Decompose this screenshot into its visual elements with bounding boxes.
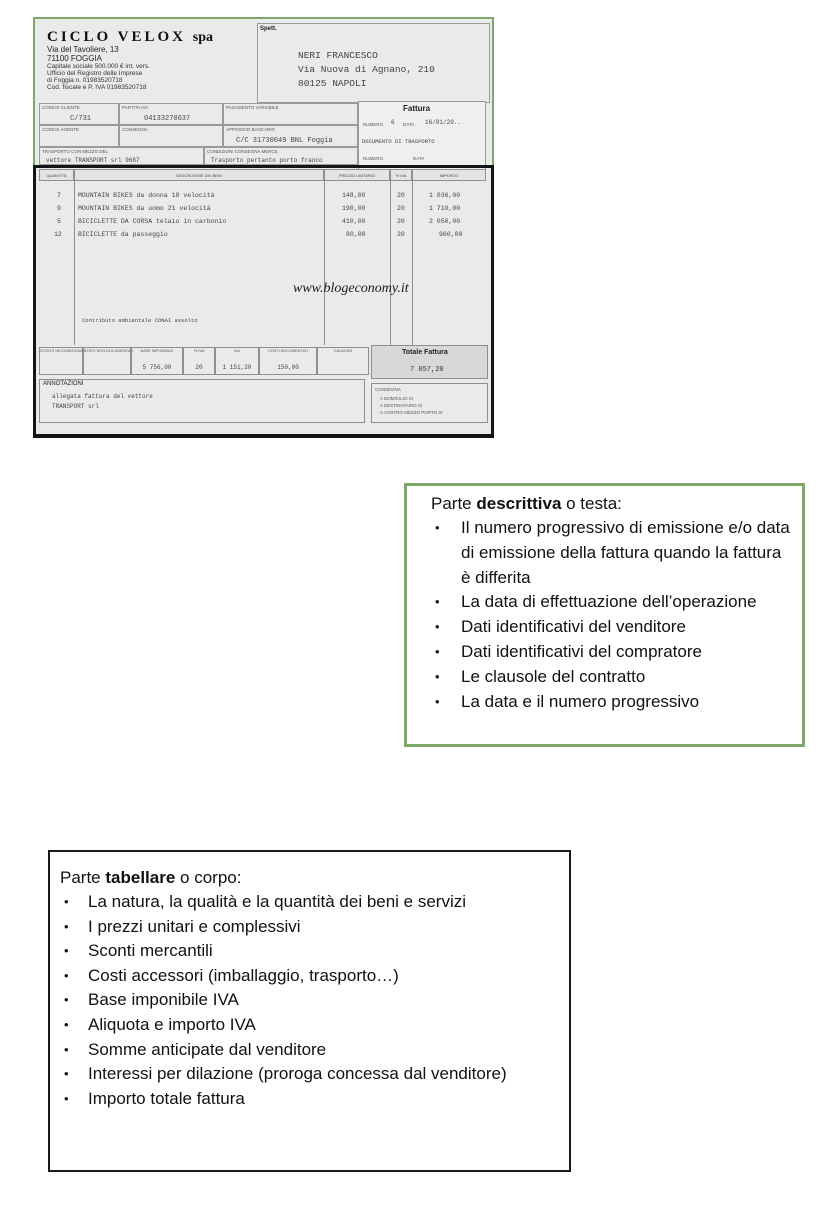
totale-fattura-value: 7 057,20 xyxy=(410,366,444,374)
field-consegna: CONSEGNA xyxy=(119,125,223,147)
consegna-box: CONSEGNA A DOMICILIO SI A DESTINATARIO SI A VOSTRO MEZZO PORTO SI xyxy=(371,383,488,423)
list-item: • Base imponibile IVA xyxy=(60,988,559,1013)
field-codice-agente: CODICE AGENTE xyxy=(39,125,119,147)
descrittiva-list xyxy=(431,516,792,714)
tabellare-list xyxy=(60,890,559,1111)
table-header: DESCRIZIONE DEI BENI xyxy=(74,169,324,181)
watermark: www.blogeconomy.it xyxy=(293,281,409,296)
recipient-label: Spett. xyxy=(260,26,277,32)
list-item: • Dati identificativi del venditore xyxy=(431,615,792,640)
totals-cell: % IVA 20 xyxy=(183,347,215,375)
company-info: di Foggia n. 01983520718 xyxy=(47,77,123,84)
recipient-name: NERI FRANCESCO xyxy=(298,50,378,61)
recipient-street: Via Nuova di Agnano, 210 xyxy=(298,64,435,75)
table-header: PREZZO UNITARIO xyxy=(324,169,390,181)
recipient-city: 80125 NAPOLI xyxy=(298,78,367,89)
list-item: • La data e il numero progressivo xyxy=(431,690,792,715)
company-info: Ufficio del Registro delle Imprese xyxy=(47,70,143,77)
totals-cell: COSTI NON DOCUMENTATI xyxy=(83,347,131,375)
table-row: 9 MOUNTAIN BIKES da uomo 21 velocità 190,00 20 1 710,00 xyxy=(57,205,461,212)
totals-cell: SCONTI INCONDIZIONATI xyxy=(39,347,83,375)
company-block xyxy=(47,29,252,91)
totale-fattura-box xyxy=(371,345,488,379)
fattura-box: Fattura NUMERO 6 DATA 16/01/20.. DOCUMENTO DI TRASPORTO NUMERO DATA xyxy=(358,101,486,171)
company-address: Via del Tavoliere, 13 xyxy=(47,45,119,54)
table-row: 5 BICICLETTE DA CORSA telaio in carbonio 410,00 20 2 050,00 xyxy=(57,218,461,225)
table-row: 7 MOUNTAIN BIKES da donna 18 velocità 148,00 20 1 036,00 xyxy=(57,192,461,199)
field-pagamento: PAGAMENTO VARIABILE xyxy=(223,103,358,125)
field-codice-cliente: CODICE CLIENTE C/731 xyxy=(39,103,119,125)
list-item: • Dati identificativi del compratore xyxy=(431,640,792,665)
descrittiva-title: Parte descrittiva o testa: xyxy=(431,494,622,513)
annotazioni-title: ANNOTAZIONI xyxy=(43,381,84,387)
tabellare-title: Parte tabellare o corpo: xyxy=(60,868,242,887)
contributo-conai: Contributo ambientale CONAI assolto xyxy=(82,317,198,324)
field-condizioni: CONDIZIONI CONSEGNA MERCE Trasporto pertanto porto franco xyxy=(204,147,358,165)
invoice-image xyxy=(33,17,494,436)
totale-fattura-label: Totale Fattura xyxy=(402,349,448,356)
company-info: Cod. fiscale e P. IVA 01983520718 xyxy=(47,84,147,91)
list-item: • Interessi per dilazione (proroga concessa dal venditore) xyxy=(60,1062,559,1087)
list-item: • Costi accessori (imballaggio, trasporto…) xyxy=(60,964,559,989)
fattura-title: Fattura xyxy=(403,104,431,113)
table-header: IMPORTO xyxy=(412,169,486,181)
field-trasporto: TRASPORTO CON MEZZO DEL vettore TRANSPORT srl 9687 xyxy=(39,147,204,165)
list-item: • Importo totale fattura xyxy=(60,1087,559,1112)
list-item: • Le clausole del contratto xyxy=(431,665,792,690)
documento-trasporto: DOCUMENTO DI TRASPORTO xyxy=(362,138,435,145)
table-row: 12 BICICLETTE da passeggio 80,00 20 960,00 xyxy=(54,231,463,238)
totals-cell: BASE IMPONIBILE 5 756,00 xyxy=(131,347,183,375)
list-item: • Sconti mercantili xyxy=(60,939,559,964)
annotazioni-line: TRANSPORT srl xyxy=(52,403,99,410)
tabellare-box xyxy=(48,850,571,1172)
company-city: 71100 FOGGIA xyxy=(47,53,102,63)
totals-row xyxy=(39,347,369,375)
list-item: • La natura, la qualità e la quantità dei beni e servizi xyxy=(60,890,559,915)
company-name: CICLO VELOX spa xyxy=(47,29,213,45)
list-item: • Aliquota e importo IVA xyxy=(60,1013,559,1038)
table-header: QUANTITÀ xyxy=(39,169,74,181)
totals-cell: IVA 1 151,20 xyxy=(215,347,259,375)
annotazioni-box xyxy=(39,379,365,423)
list-item: • Somme anticipate dal venditore xyxy=(60,1038,559,1063)
list-item: • La data di effettuazione dell’operazione xyxy=(431,590,792,615)
totals-cell: COSTI DOCUMENTATI 150,00 xyxy=(259,347,317,375)
list-item: • Il numero progressivo di emissione e/o data di emissione della fattura quando la fattura è differita xyxy=(431,516,792,590)
company-info: Capitale sociale 500.000 € int. vers. xyxy=(47,63,150,70)
field-partita-iva: PARTITA IVA 04133270637 xyxy=(119,103,223,125)
list-item: • I prezzi unitari e complessivi xyxy=(60,915,559,940)
annotazioni-line: allegata fattura del vettore xyxy=(52,393,153,400)
field-appoggio: APPOGGIO BANCARIO C/C 31730049 BNL Foggia xyxy=(223,125,358,147)
table-header: % IVA xyxy=(390,169,412,181)
recipient-box xyxy=(257,23,490,103)
descrittiva-box xyxy=(404,483,805,747)
totals-cell: CAUZIONI xyxy=(317,347,369,375)
